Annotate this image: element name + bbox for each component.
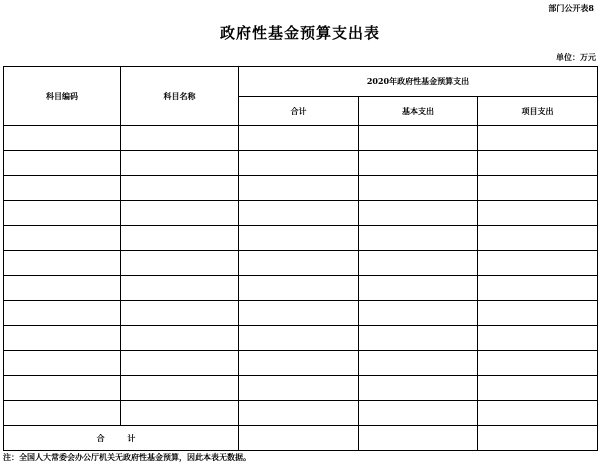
column-header-basic: 基本支出: [359, 97, 478, 126]
table-cell: [478, 176, 598, 201]
table-cell: [359, 126, 478, 151]
table-row: [4, 251, 598, 276]
table-cell: [4, 351, 121, 376]
table-cell: [239, 126, 359, 151]
table-cell: [359, 176, 478, 201]
table-cell: [478, 326, 598, 351]
table-cell: [121, 126, 239, 151]
table-cell: [121, 176, 239, 201]
table-cell: [359, 401, 478, 426]
table-cell: [359, 151, 478, 176]
table-cell: [359, 251, 478, 276]
table-cell: [239, 326, 359, 351]
table-cell: [478, 276, 598, 301]
table-cell: [4, 126, 121, 151]
total-cell-project: [478, 426, 598, 451]
page-title: 政府性基金预算支出表: [219, 24, 380, 42]
table-cell: [121, 376, 239, 401]
budget-table: [3, 66, 598, 451]
table-row: [4, 301, 598, 326]
total-cell-basic: [359, 426, 478, 451]
group-header-2020-expenditure: 2020年政府性基金预算支出: [239, 67, 598, 97]
table-cell: [121, 151, 239, 176]
table-cell: [359, 276, 478, 301]
table-cell: [239, 251, 359, 276]
table-cell: [359, 326, 478, 351]
table-cell: [478, 376, 598, 401]
table-row: [4, 376, 598, 401]
table-row: [4, 276, 598, 301]
table-cell: [121, 226, 239, 251]
total-row: [4, 426, 598, 451]
table-cell: [239, 151, 359, 176]
table-cell: [239, 201, 359, 226]
table-cell: [121, 326, 239, 351]
table-cell: [4, 151, 121, 176]
table-cell: [4, 251, 121, 276]
column-header-total: 合计: [239, 97, 359, 126]
unit-label: 单位：万元: [556, 52, 596, 62]
table-body: [4, 126, 598, 451]
table-row: [4, 326, 598, 351]
table-cell: [359, 351, 478, 376]
total-cell-sum: [239, 426, 359, 451]
table-cell: [4, 176, 121, 201]
footnote: 注：全国人大常委会办公厅机关无政府性基金预算，因此本表无数据。: [3, 452, 251, 462]
table-cell: [478, 251, 598, 276]
table-cell: [478, 201, 598, 226]
table-cell: [478, 151, 598, 176]
table-row: [4, 226, 598, 251]
table-cell: [239, 401, 359, 426]
table-cell: [239, 176, 359, 201]
table-cell: [239, 351, 359, 376]
table-row: [4, 176, 598, 201]
table-cell: [121, 401, 239, 426]
table-cell: [478, 401, 598, 426]
table-row: [4, 351, 598, 376]
total-label: 合 计: [4, 426, 239, 451]
table-cell: [239, 276, 359, 301]
table-cell: [4, 201, 121, 226]
table-cell: [4, 326, 121, 351]
table-cell: [239, 226, 359, 251]
table-cell: [121, 351, 239, 376]
table-cell: [4, 401, 121, 426]
table-row: [4, 201, 598, 226]
column-header-project: 项目支出: [478, 97, 598, 126]
table-cell: [478, 126, 598, 151]
table-row: [4, 151, 598, 176]
document-code: 部门公开表8: [548, 3, 594, 13]
table-cell: [4, 276, 121, 301]
table-cell: [478, 351, 598, 376]
table-cell: [121, 201, 239, 226]
column-header-name: 科目名称: [121, 67, 239, 126]
table-row: [4, 401, 598, 426]
table-cell: [478, 226, 598, 251]
table-cell: [121, 251, 239, 276]
table-cell: [359, 301, 478, 326]
table-cell: [478, 301, 598, 326]
table-cell: [359, 226, 478, 251]
table-cell: [239, 301, 359, 326]
table-cell: [239, 376, 359, 401]
table-cell: [359, 376, 478, 401]
table-cell: [4, 376, 121, 401]
table-cell: [4, 301, 121, 326]
table-cell: [121, 301, 239, 326]
column-header-code: 科目编码: [4, 67, 121, 126]
table-row: [4, 126, 598, 151]
table-cell: [359, 201, 478, 226]
table-cell: [121, 276, 239, 301]
table-cell: [4, 226, 121, 251]
